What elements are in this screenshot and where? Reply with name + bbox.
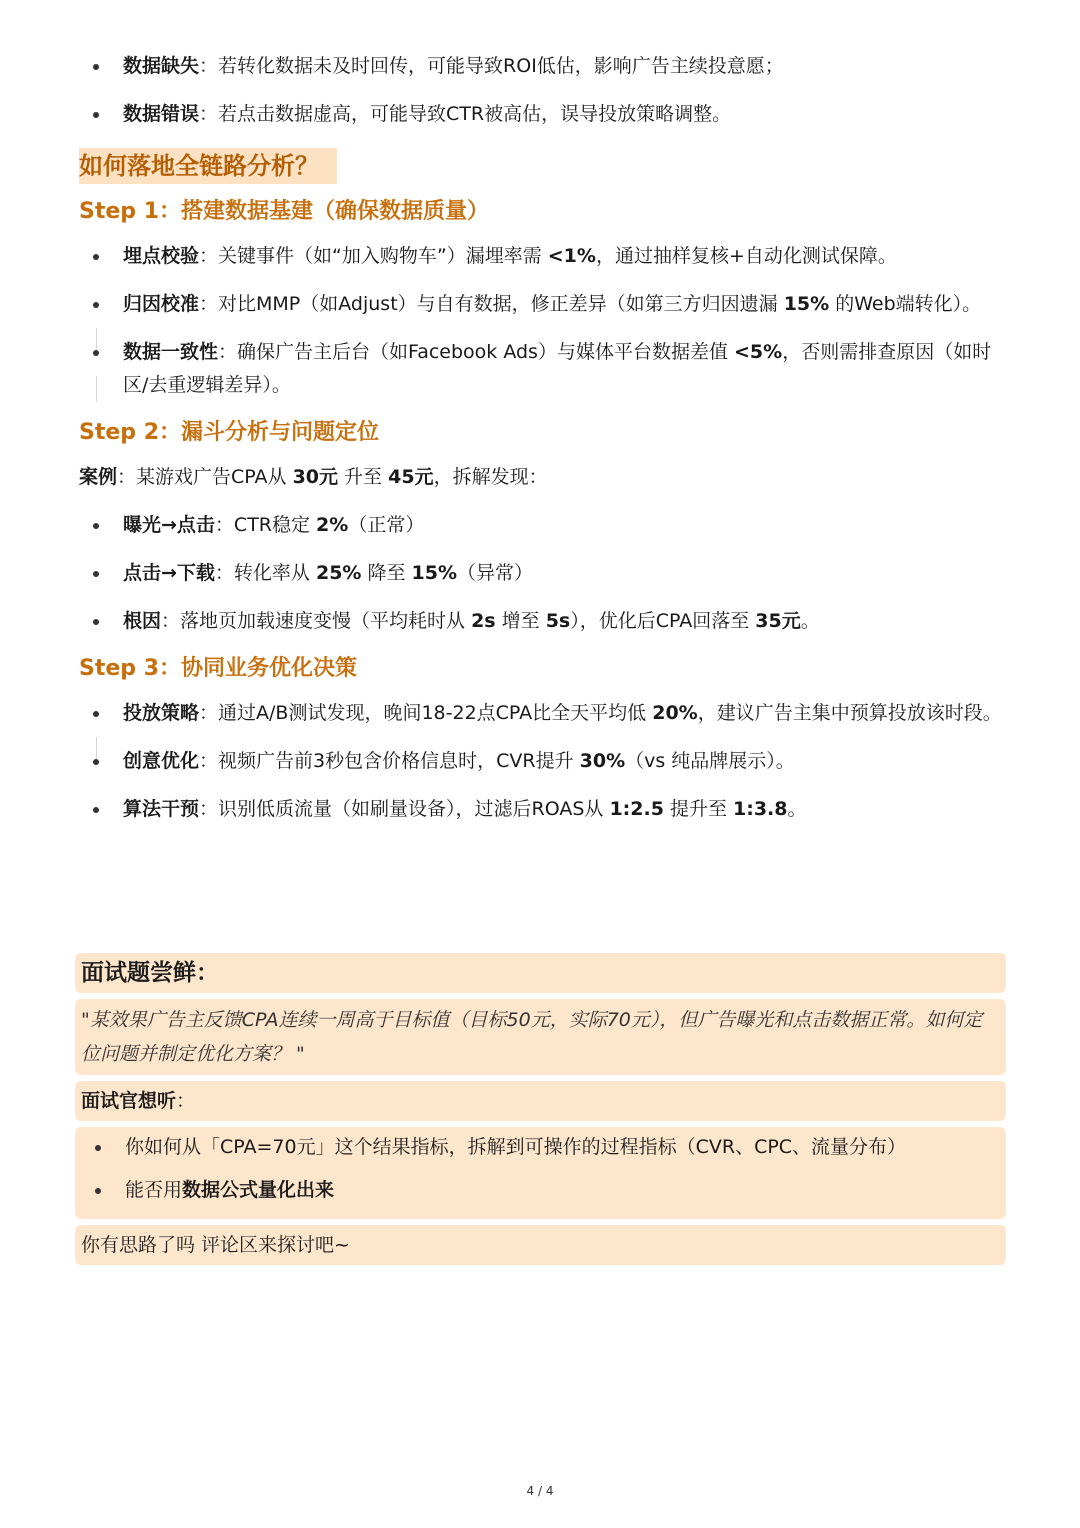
item-text: ：识别低质流量（如刷量设备），过滤后ROAS从 — [199, 798, 610, 820]
bullet-dot-icon — [93, 350, 99, 356]
item-label: 曝光→点击 — [123, 514, 215, 536]
item-label: 算法干预 — [123, 798, 200, 820]
case-label: 案例 — [79, 466, 118, 488]
bullet-dot-icon — [95, 1188, 101, 1194]
article-body — [79, 50, 1009, 841]
item-highlight: 35元 — [755, 610, 801, 632]
item-text: ：CTR稳定 — [214, 514, 317, 536]
item-highlight: 2% — [316, 514, 349, 536]
bullet-dot-icon — [93, 302, 99, 308]
item-text: ：视频广告前3秒包含价格信息时，CVR提升 — [199, 750, 580, 772]
item-text: ：对比MMP（如Adjust）与自有数据，修正差异（如第三方归因遗漏 — [199, 293, 784, 315]
list-item-attribution — [79, 288, 1009, 321]
list-item-tracking-check — [79, 240, 1009, 273]
item-text: 增至 — [495, 610, 546, 632]
case-text: 升至 — [338, 466, 389, 488]
item-text: 若点击数据虚高，可能导致CTR被高估，误导投放策略调整。 — [218, 103, 732, 125]
list-item-delivery-strategy — [79, 697, 1009, 730]
bullet-dot-icon — [93, 759, 99, 765]
interviewer-wants-heading — [75, 1081, 1006, 1121]
item-text: ，建议广告主集中预算投放该时段。 — [697, 702, 1002, 724]
item-sep: ： — [199, 103, 219, 125]
interview-question: "某效果广告主反馈CPA连续一周高于目标值（目标50元，实际70元），但广告曝光和点击数据正常。如何定位问题并制定优化方案？ " — [75, 999, 1006, 1075]
case-text: ：某游戏广告CPA从 — [117, 466, 293, 488]
closing-text: 你有思路了吗 评论区来探讨吧~ — [75, 1225, 1006, 1265]
item-text: 的Web端转化）。 — [829, 293, 982, 315]
item-text: 。 — [800, 610, 820, 632]
item-text: （异常） — [457, 562, 534, 584]
list-item-want — [81, 1174, 1000, 1207]
list-item-click-download — [79, 557, 1009, 590]
item-highlight: 30% — [579, 750, 626, 772]
item-text: ：关键事件（如“加入购物车”）漏埋率需 — [199, 245, 548, 267]
interview-section — [75, 953, 1006, 1271]
item-label: 数据一致性 — [123, 341, 219, 363]
page-number: 4 / 4 — [526, 1484, 554, 1498]
bullet-dot-icon — [93, 112, 99, 118]
item-text: （正常） — [348, 514, 425, 536]
case-text: ，拆解发现： — [433, 466, 548, 488]
step1-title: Step 1：搭建数据基建（确保数据质量） — [79, 199, 489, 224]
item-text: （vs 纯品牌展示）。 — [625, 750, 795, 772]
step3-title: Step 3：协同业务优化决策 — [79, 656, 357, 681]
interview-title: 面试题尝鲜： — [75, 953, 1006, 993]
item-label: 点击→下载 — [123, 562, 215, 584]
item-highlight: 1:2.5 — [609, 798, 664, 820]
item-text: 你如何从「CPA=70元」这个结果指标，拆解到可操作的过程指标（CVR、CPC、流量分布） — [125, 1136, 907, 1158]
section-title: 如何落地全链路分析？ — [79, 148, 337, 184]
bullet-dot-icon — [93, 64, 99, 70]
list-item-root-cause — [79, 605, 1009, 638]
wants-label: 面试官想听 — [81, 1090, 177, 1112]
case-highlight: 45元 — [388, 466, 434, 488]
item-label: 数据错误 — [123, 103, 200, 125]
item-label: 数据缺失 — [123, 55, 200, 77]
item-highlight: <5% — [734, 341, 783, 363]
item-highlight: 25% — [315, 562, 362, 584]
bullet-dot-icon — [93, 254, 99, 260]
item-label: 根因 — [123, 610, 162, 632]
item-highlight: 20% — [652, 702, 698, 724]
item-text: ：通过A/B测试发现，晚间18-22点CPA比全天平均低 — [199, 702, 653, 724]
list-item-data-error — [79, 98, 1009, 131]
list-item-impression-click — [79, 509, 1009, 542]
bullet-dot-icon — [93, 711, 99, 717]
item-highlight: 5s — [545, 610, 571, 632]
list-item-consistency — [79, 336, 1009, 402]
item-highlight: 1:3.8 — [733, 798, 788, 820]
item-highlight: <1% — [547, 245, 596, 267]
item-text: 提升至 — [663, 798, 734, 820]
case-line — [79, 461, 1009, 494]
item-text: ：转化率从 — [214, 562, 316, 584]
case-highlight: 30元 — [292, 466, 339, 488]
item-label: 归因校准 — [123, 293, 200, 315]
item-sep: ： — [199, 55, 219, 77]
list-item-want — [81, 1131, 1000, 1164]
item-text: ：落地页加载速度变慢（平均耗时从 — [161, 610, 472, 632]
wants-sep: ： — [176, 1090, 196, 1112]
list-item-data-missing — [79, 50, 1009, 83]
item-highlight: 15% — [411, 562, 458, 584]
item-text: ：确保广告主后台（如Facebook Ads）与媒体平台数据差值 — [218, 341, 734, 363]
item-label: 投放策略 — [123, 702, 200, 724]
list-item-creative-optimization — [79, 745, 1009, 778]
bullet-dot-icon — [95, 1145, 101, 1151]
item-highlight: 15% — [783, 293, 830, 315]
item-label: 埋点校验 — [123, 245, 200, 267]
item-highlight: 数据公式量化出来 — [182, 1179, 335, 1201]
item-text: 能否用 — [125, 1179, 183, 1201]
list-item-algorithm-intervention — [79, 793, 1009, 826]
bullet-dot-icon — [93, 619, 99, 625]
item-text: 。 — [787, 798, 807, 820]
item-text: ，通过抽样复核+自动化测试保障。 — [595, 245, 897, 267]
item-highlight: 2s — [471, 610, 496, 632]
item-text: 降至 — [361, 562, 412, 584]
item-text: ，否则需排查原因（如时区/去重逻辑差异）。 — [123, 341, 992, 396]
step2-title: Step 2：漏斗分析与问题定位 — [79, 420, 379, 445]
interviewer-wants-list — [75, 1127, 1006, 1219]
bullet-dot-icon — [93, 571, 99, 577]
bullet-dot-icon — [93, 807, 99, 813]
item-text: 若转化数据未及时回传，可能导致ROI低估，影响广告主续投意愿； — [218, 55, 784, 77]
item-label: 创意优化 — [123, 750, 200, 772]
bullet-dot-icon — [93, 523, 99, 529]
item-text: ），优化后CPA回落至 — [570, 610, 756, 632]
